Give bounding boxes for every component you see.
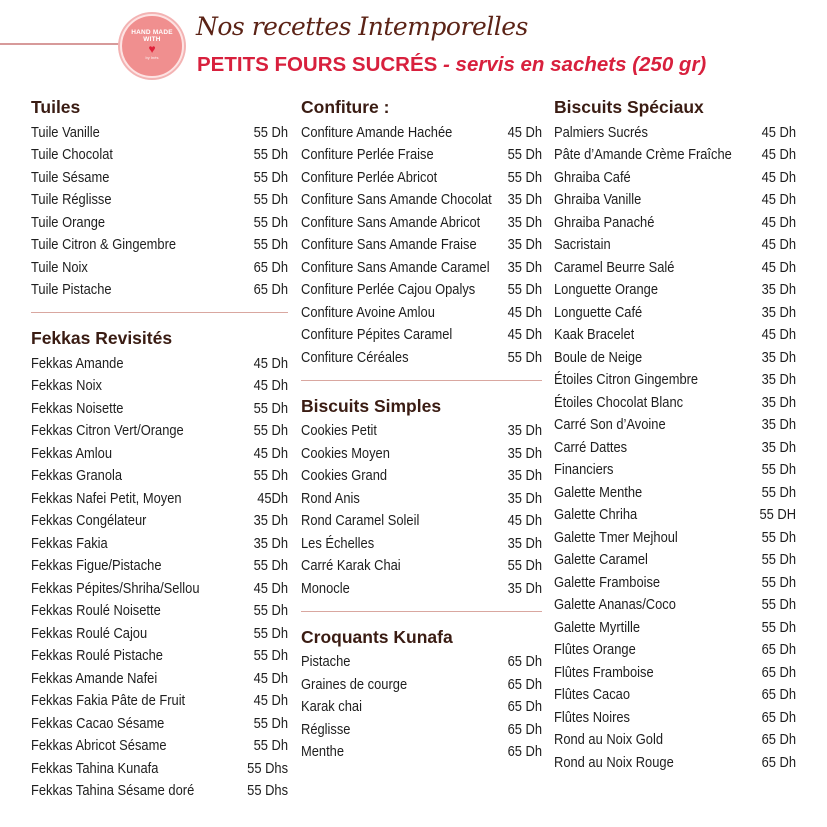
item-price: 55 Dh bbox=[253, 191, 289, 209]
item-name: Karak chai bbox=[301, 698, 362, 716]
item-name: Longuette Café bbox=[554, 303, 643, 321]
item-name: Flûtes Cacao bbox=[554, 686, 631, 704]
item-name: Rond au Noix Gold bbox=[554, 731, 664, 749]
item-name: Galette Menthe bbox=[554, 483, 643, 501]
item-price: 65 Dh bbox=[507, 720, 543, 738]
item-price: 55 Dh bbox=[761, 551, 797, 569]
menu-item bbox=[31, 211, 288, 234]
item-name: Confiture Sans Amande Chocolat bbox=[301, 191, 492, 209]
menu-item bbox=[31, 234, 288, 257]
item-price: 45 Dh bbox=[761, 236, 797, 254]
item-price: 45 Dh bbox=[253, 579, 289, 597]
item-price: 55 Dh bbox=[761, 528, 797, 546]
item-price: 65 Dh bbox=[253, 258, 289, 276]
item-name: Fekkas Figue/Pistache bbox=[31, 557, 162, 575]
item-name: Menthe bbox=[301, 743, 345, 761]
item-name: Boule de Neige bbox=[554, 348, 643, 366]
handmade-badge bbox=[120, 14, 184, 78]
menu-item bbox=[301, 718, 542, 741]
item-price: 55 Dh bbox=[507, 557, 543, 575]
menu-item bbox=[301, 555, 542, 578]
item-name: Fekkas Fakia Pâte de Fruit bbox=[31, 692, 186, 710]
menu-item bbox=[554, 571, 796, 594]
header-rule bbox=[0, 43, 140, 45]
item-price: 65 Dh bbox=[761, 753, 797, 771]
item-name: Pistache bbox=[301, 653, 351, 671]
item-price: 55 Dh bbox=[253, 168, 289, 186]
menu-item bbox=[554, 594, 796, 617]
item-price: 65 Dh bbox=[761, 686, 797, 704]
item-price: 65 Dh bbox=[507, 698, 543, 716]
item-price: 55 Dhs bbox=[247, 759, 289, 777]
menu-item bbox=[554, 459, 796, 482]
menu-item bbox=[554, 369, 796, 392]
item-name: Cookies Moyen bbox=[301, 444, 390, 462]
item-name: Flûtes Orange bbox=[554, 641, 636, 659]
menu-item bbox=[301, 346, 542, 369]
item-name: Galette Caramel bbox=[554, 551, 648, 569]
item-price: 55 Dh bbox=[253, 236, 289, 254]
item-price: 35 Dh bbox=[761, 371, 797, 389]
item-price: 65 Dh bbox=[761, 708, 797, 726]
section-title: Fekkas Revisités bbox=[31, 328, 173, 348]
menu-item bbox=[301, 510, 542, 533]
item-name: Rond Caramel Soleil bbox=[301, 512, 420, 530]
item-name: Flûtes Noires bbox=[554, 708, 630, 726]
menu-item bbox=[301, 234, 542, 257]
menu-item bbox=[31, 555, 288, 578]
menu-item bbox=[31, 667, 288, 690]
menu-item bbox=[31, 465, 288, 488]
item-price: 45 Dh bbox=[253, 669, 289, 687]
menu-item bbox=[31, 144, 288, 167]
item-name: Fekkas Abricot Sésame bbox=[31, 737, 167, 755]
item-price: 55 Dh bbox=[253, 146, 289, 164]
item-name: Fekkas Roulé Pistache bbox=[31, 647, 163, 665]
menu-item bbox=[31, 352, 288, 375]
item-price: 55 Dh bbox=[507, 168, 543, 186]
menu-item bbox=[301, 696, 542, 719]
menu-item bbox=[554, 346, 796, 369]
menu-item bbox=[31, 645, 288, 668]
menu-item bbox=[31, 600, 288, 623]
item-name: Sacristain bbox=[554, 236, 611, 254]
item-name: Monocle bbox=[301, 579, 350, 597]
item-price: 45 Dh bbox=[253, 354, 289, 372]
item-name: Confiture Sans Amande Caramel bbox=[301, 258, 490, 276]
menu-item bbox=[31, 712, 288, 735]
item-name: Caramel Beurre Salé bbox=[554, 258, 675, 276]
item-name: Palmiers Sucrés bbox=[554, 123, 648, 141]
item-name: Longuette Orange bbox=[554, 281, 659, 299]
item-name: Confiture Perlée Abricot bbox=[301, 168, 438, 186]
menu-item bbox=[554, 234, 796, 257]
heart-icon: ♥ bbox=[148, 42, 156, 56]
item-name: Étoiles Citron Gingembre bbox=[554, 371, 699, 389]
menu-section bbox=[301, 395, 542, 600]
item-name: Confiture Avoine Amlou bbox=[301, 303, 435, 321]
menu-item bbox=[554, 301, 796, 324]
menu-item bbox=[31, 532, 288, 555]
menu-item bbox=[301, 324, 542, 347]
item-price: 45 Dh bbox=[761, 191, 797, 209]
menu-item bbox=[301, 487, 542, 510]
item-price: 55 Dhs bbox=[247, 782, 289, 800]
item-price: 35 Dh bbox=[761, 303, 797, 321]
item-price: 55 Dh bbox=[507, 348, 543, 366]
menu-item bbox=[301, 166, 542, 189]
item-name: Fekkas Amande bbox=[31, 354, 124, 372]
item-price: 55 Dh bbox=[253, 647, 289, 665]
menu-item bbox=[554, 706, 796, 729]
item-name: Fekkas Cacao Sésame bbox=[31, 714, 165, 732]
menu-item bbox=[554, 391, 796, 414]
item-price: 45 Dh bbox=[761, 258, 797, 276]
item-name: Ghraiba Vanille bbox=[554, 191, 642, 209]
item-price: 35 Dh bbox=[507, 467, 543, 485]
menu-item bbox=[31, 780, 288, 803]
menu-item bbox=[301, 420, 542, 443]
menu-item bbox=[31, 420, 288, 443]
item-name: Tuile Pistache bbox=[31, 281, 112, 299]
item-name: Tuile Sésame bbox=[31, 168, 110, 186]
item-name: Fekkas Noisette bbox=[31, 399, 124, 417]
menu-item bbox=[554, 549, 796, 572]
item-price: 35 Dh bbox=[507, 489, 543, 507]
menu-item bbox=[554, 189, 796, 212]
item-name: Carré Dattes bbox=[554, 438, 628, 456]
item-name: Étoiles Chocolat Blanc bbox=[554, 393, 684, 411]
item-price: 65 Dh bbox=[507, 743, 543, 761]
menu-item bbox=[31, 189, 288, 212]
item-price: 65 Dh bbox=[761, 663, 797, 681]
item-price: 45 Dh bbox=[761, 168, 797, 186]
item-name: Galette Chriha bbox=[554, 506, 638, 524]
item-name: Fekkas Roulé Cajou bbox=[31, 624, 148, 642]
menu-item bbox=[554, 616, 796, 639]
menu-section bbox=[301, 626, 542, 764]
menu-item bbox=[31, 487, 288, 510]
menu-item bbox=[301, 256, 542, 279]
menu-item bbox=[554, 279, 796, 302]
item-name: Fekkas Citron Vert/Orange bbox=[31, 422, 184, 440]
item-price: 45 Dh bbox=[761, 326, 797, 344]
item-name: Cookies Petit bbox=[301, 422, 378, 440]
item-name: Fekkas Roulé Noisette bbox=[31, 602, 161, 620]
menu-item bbox=[554, 504, 796, 527]
item-name: Confiture Sans Amande Abricot bbox=[301, 213, 481, 231]
item-price: 55 Dh bbox=[761, 618, 797, 636]
item-price: 45 Dh bbox=[253, 377, 289, 395]
item-name: Réglisse bbox=[301, 720, 351, 738]
item-name: Confiture Pépites Caramel bbox=[301, 326, 453, 344]
menu-item bbox=[301, 121, 542, 144]
menu-item bbox=[554, 639, 796, 662]
menu-item bbox=[554, 144, 796, 167]
menu-section bbox=[31, 96, 288, 301]
subtitle-detail: - servis en sachets (250 gr) bbox=[437, 53, 707, 76]
menu-item bbox=[31, 735, 288, 758]
item-name: Carré Karak Chai bbox=[301, 557, 401, 575]
item-price: 35 Dh bbox=[507, 258, 543, 276]
menu-item bbox=[301, 651, 542, 674]
menu-item bbox=[554, 414, 796, 437]
item-price: 45 Dh bbox=[507, 512, 543, 530]
item-name: Galette Tmer Mejhoul bbox=[554, 528, 678, 546]
item-name: Tuile Citron & Gingembre bbox=[31, 236, 177, 254]
item-name: Galette Framboise bbox=[554, 573, 661, 591]
item-price: 55 Dh bbox=[761, 461, 797, 479]
item-name: Fekkas Pépites/Shriha/Sellou bbox=[31, 579, 200, 597]
item-name: Fekkas Nafei Petit, Moyen bbox=[31, 489, 182, 507]
item-price: 45 Dh bbox=[253, 692, 289, 710]
item-price: 35 Dh bbox=[507, 579, 543, 597]
item-name: Confiture Amande Hachée bbox=[301, 123, 453, 141]
item-name: Galette Ananas/Coco bbox=[554, 596, 676, 614]
item-price: 45 Dh bbox=[507, 326, 543, 344]
item-price: 55 Dh bbox=[253, 714, 289, 732]
item-price: 65 Dh bbox=[761, 731, 797, 749]
item-name: Flûtes Framboise bbox=[554, 663, 654, 681]
item-name: Tuile Orange bbox=[31, 213, 106, 231]
item-name: Rond au Noix Rouge bbox=[554, 753, 674, 771]
menu-item bbox=[554, 256, 796, 279]
item-price: 55 Dh bbox=[761, 573, 797, 591]
item-price: 35 Dh bbox=[507, 236, 543, 254]
section-separator bbox=[301, 380, 542, 381]
subtitle-main: PETITS FOURS SUCRÉS bbox=[197, 53, 438, 76]
item-name: Cookies Grand bbox=[301, 467, 388, 485]
menu-item bbox=[301, 532, 542, 555]
item-price: 35 Dh bbox=[761, 438, 797, 456]
item-price: 35 Dh bbox=[507, 534, 543, 552]
menu-item bbox=[301, 189, 542, 212]
item-name: Ghraiba Panaché bbox=[554, 213, 655, 231]
item-price: 35 Dh bbox=[761, 393, 797, 411]
menu-item bbox=[31, 510, 288, 533]
section-title: Biscuits Simples bbox=[301, 395, 442, 416]
item-name: Tuile Chocolat bbox=[31, 146, 113, 164]
item-price: 65 Dh bbox=[507, 653, 543, 671]
item-price: 55 Dh bbox=[507, 146, 543, 164]
badge-text: HAND MADE WITH bbox=[131, 29, 173, 43]
item-name: Fekkas Amande Nafei bbox=[31, 669, 158, 687]
menu-item bbox=[31, 622, 288, 645]
item-name: Confiture Sans Amande Fraise bbox=[301, 236, 477, 254]
menu-item bbox=[301, 442, 542, 465]
item-price: 55 DH bbox=[759, 506, 797, 524]
script-title: Nos recettes Intemporelles bbox=[196, 12, 528, 41]
menu-item bbox=[31, 375, 288, 398]
item-price: 55 Dh bbox=[253, 467, 289, 485]
menu-item bbox=[31, 690, 288, 713]
item-price: 65 Dh bbox=[761, 641, 797, 659]
item-name: Rond Anis bbox=[301, 489, 360, 507]
item-price: 55 Dh bbox=[253, 557, 289, 575]
menu-item bbox=[301, 144, 542, 167]
menu-item bbox=[31, 256, 288, 279]
item-price: 55 Dh bbox=[507, 281, 543, 299]
item-price: 55 Dh bbox=[253, 399, 289, 417]
menu-item bbox=[554, 526, 796, 549]
section-title: Biscuits Spéciaux bbox=[554, 97, 704, 117]
item-price: 45 Dh bbox=[507, 123, 543, 141]
item-price: 35 Dh bbox=[761, 416, 797, 434]
menu-item bbox=[301, 301, 542, 324]
item-name: Fekkas Amlou bbox=[31, 444, 113, 462]
item-price: 35 Dh bbox=[761, 348, 797, 366]
item-price: 45Dh bbox=[257, 489, 289, 507]
item-price: 55 Dh bbox=[253, 422, 289, 440]
item-name: Graines de courge bbox=[301, 675, 408, 693]
menu-item bbox=[31, 757, 288, 780]
item-price: 35 Dh bbox=[507, 444, 543, 462]
item-name: Fekkas Tahina Kunafa bbox=[31, 759, 159, 777]
item-price: 35 Dh bbox=[253, 534, 289, 552]
menu-item bbox=[301, 465, 542, 488]
item-price: 35 Dh bbox=[507, 213, 543, 231]
menu-column-1 bbox=[31, 96, 288, 802]
item-name: Confiture Céréales bbox=[301, 348, 409, 366]
menu-item bbox=[554, 324, 796, 347]
menu-item bbox=[301, 673, 542, 696]
item-price: 55 Dh bbox=[253, 213, 289, 231]
section-title: Croquants Kunafa bbox=[301, 626, 453, 647]
section-title: Tuiles bbox=[31, 97, 81, 117]
section-separator bbox=[301, 611, 542, 612]
badge-signature: by Inès bbox=[145, 55, 159, 60]
item-name: Kaak Bracelet bbox=[554, 326, 635, 344]
item-price: 55 Dh bbox=[253, 737, 289, 755]
menu-item bbox=[554, 436, 796, 459]
item-name: Confiture Perlée Cajou Opalys bbox=[301, 281, 476, 299]
item-name: Galette Myrtille bbox=[554, 618, 641, 636]
menu-section bbox=[301, 96, 542, 369]
item-price: 45 Dh bbox=[761, 123, 797, 141]
item-price: 35 Dh bbox=[507, 191, 543, 209]
menu-item bbox=[554, 661, 796, 684]
section-title: Confiture : bbox=[301, 97, 390, 117]
menu-item bbox=[301, 577, 542, 600]
item-price: 55 Dh bbox=[253, 123, 289, 141]
menu-section bbox=[31, 327, 288, 802]
item-name: Fekkas Tahina Sésame doré bbox=[31, 782, 195, 800]
menu-item bbox=[31, 121, 288, 144]
item-price: 35 Dh bbox=[253, 512, 289, 530]
menu-item bbox=[31, 279, 288, 302]
menu-item bbox=[301, 211, 542, 234]
item-price: 35 Dh bbox=[507, 422, 543, 440]
menu-item bbox=[554, 684, 796, 707]
menu-item bbox=[554, 166, 796, 189]
menu-column-3 bbox=[554, 96, 796, 774]
menu-item bbox=[554, 481, 796, 504]
menu-item bbox=[31, 577, 288, 600]
menu-item bbox=[554, 121, 796, 144]
menu-item bbox=[31, 397, 288, 420]
item-price: 35 Dh bbox=[761, 281, 797, 299]
item-price: 65 Dh bbox=[253, 281, 289, 299]
item-name: Financiers bbox=[554, 461, 614, 479]
item-price: 45 Dh bbox=[253, 444, 289, 462]
item-name: Fekkas Granola bbox=[31, 467, 123, 485]
item-price: 45 Dh bbox=[507, 303, 543, 321]
item-name: Pâte d’Amande Crème Fraîche bbox=[554, 146, 732, 164]
item-price: 45 Dh bbox=[761, 146, 797, 164]
item-name: Confiture Perlée Fraise bbox=[301, 146, 434, 164]
item-price: 65 Dh bbox=[507, 675, 543, 693]
item-name: Fekkas Fakia bbox=[31, 534, 108, 552]
section-separator bbox=[31, 312, 288, 313]
item-price: 45 Dh bbox=[761, 213, 797, 231]
menu-section bbox=[554, 96, 796, 774]
menu-item bbox=[301, 741, 542, 764]
menu-item bbox=[554, 751, 796, 774]
item-name: Fekkas Congélateur bbox=[31, 512, 147, 530]
item-name: Ghraiba Café bbox=[554, 168, 631, 186]
item-name: Fekkas Noix bbox=[31, 377, 102, 395]
item-price: 55 Dh bbox=[253, 602, 289, 620]
menu-item bbox=[31, 166, 288, 189]
item-price: 55 Dh bbox=[761, 596, 797, 614]
menu-subtitle bbox=[197, 53, 706, 77]
item-name: Tuile Vanille bbox=[31, 123, 100, 141]
item-name: Carré Son d’Avoine bbox=[554, 416, 666, 434]
menu-item bbox=[301, 279, 542, 302]
item-name: Tuile Noix bbox=[31, 258, 88, 276]
menu-column-2 bbox=[301, 96, 542, 763]
item-name: Les Échelles bbox=[301, 534, 375, 552]
item-price: 55 Dh bbox=[253, 624, 289, 642]
menu-item bbox=[554, 211, 796, 234]
menu-item bbox=[31, 442, 288, 465]
item-name: Tuile Réglisse bbox=[31, 191, 112, 209]
item-price: 55 Dh bbox=[761, 483, 797, 501]
menu-item bbox=[554, 729, 796, 752]
